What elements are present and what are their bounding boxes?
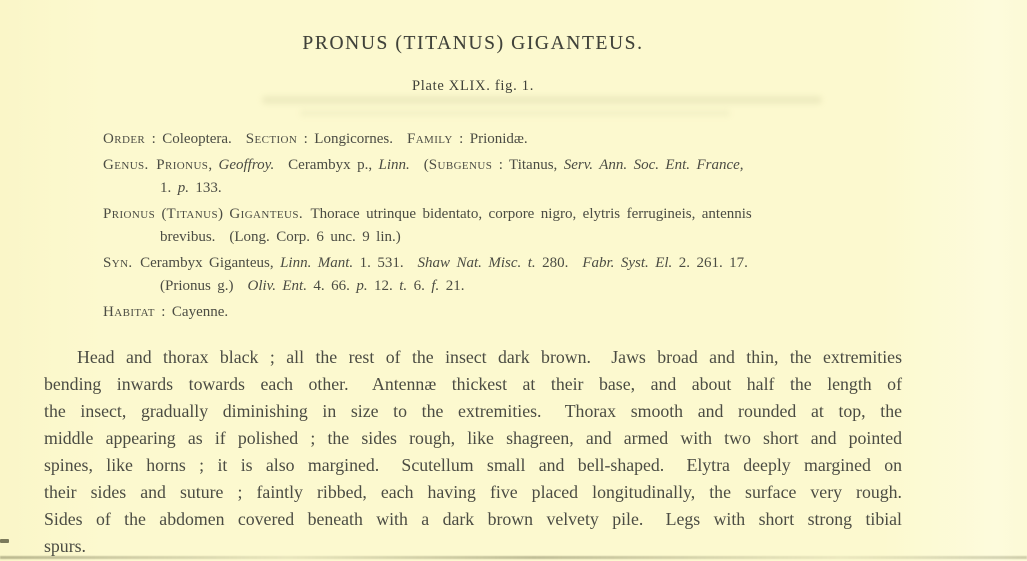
scan-speck-artifact [0, 539, 9, 543]
taxonomy-line: Habitat : Cayenne. [103, 304, 229, 320]
description-line: middle appearing as if polished ; the sides rough, like shagreen, and armed with two short and pointed [44, 428, 902, 448]
taxonomy-line: Order : Coleoptera. Section : Longicornes. Family : Prionidæ. [103, 131, 528, 147]
taxonomy-line: 1. p. 133. [160, 180, 222, 196]
species-title: PRONUS (TITANUS) GIGANTEUS. [302, 33, 644, 54]
description-paragraph [44, 344, 902, 560]
taxonomy-line: Prionus (Titanus) Giganteus. Thorace utrinque bidentato, corpore nigro, elytris ferrugineis, antennis [103, 206, 752, 222]
description-line: Sides of the abdomen covered beneath with a dark brown velvety pile. Legs with short strong tibial [44, 509, 902, 529]
page-content [44, 0, 902, 560]
plate-reference: Plate XLIX. fig. 1. [411, 78, 535, 94]
taxonomy-line: Genus. Prionus, Geoffroy. Cerambyx p., Linn. (Subgenus : Titanus, Serv. Ann. Soc. Ent. France, [103, 157, 744, 173]
description-line: Head and thorax black ; all the rest of the insect dark brown. Jaws broad and thin, the extremities [77, 347, 902, 367]
description-line: their sides and suture ; faintly ribbed, each having five placed longitudinally, the surface very rough. [44, 482, 902, 502]
taxonomy-entry-genus [103, 154, 902, 200]
description-line: bending inwards towards each other. Antennæ thickest at their base, and about half the length of [44, 374, 902, 394]
description-line: spines, like horns ; it is also margined. Scutellum small and bell-shaped. Elytra deeply margined on [44, 455, 902, 475]
scan-edge-artifact [0, 556, 1027, 559]
taxonomy-entry-species-diagnosis [103, 203, 902, 249]
taxonomy-entry-habitat [103, 301, 902, 324]
taxonomy-line: brevibus. (Long. Corp. 6 unc. 9 lin.) [160, 229, 401, 245]
taxonomy-entry-order-section-family [103, 128, 902, 151]
taxonomy-line: Syn. Cerambyx Giganteus, Linn. Mant. 1. 531. Shaw Nat. Misc. t. 280. Fabr. Syst. El. 2. 261. 17. [103, 255, 748, 271]
description-line: the insect, gradually diminishing in size to the extremities. Thorax smooth and rounded at top, the [44, 401, 902, 421]
description-line: spurs. [44, 536, 86, 556]
taxonomy-entry-synonyms [103, 252, 902, 298]
taxonomy-line: (Prionus g.) Oliv. Ent. 4. 66. p. 12. t. 6. f. 21. [160, 278, 465, 294]
taxonomy-block [103, 128, 902, 324]
